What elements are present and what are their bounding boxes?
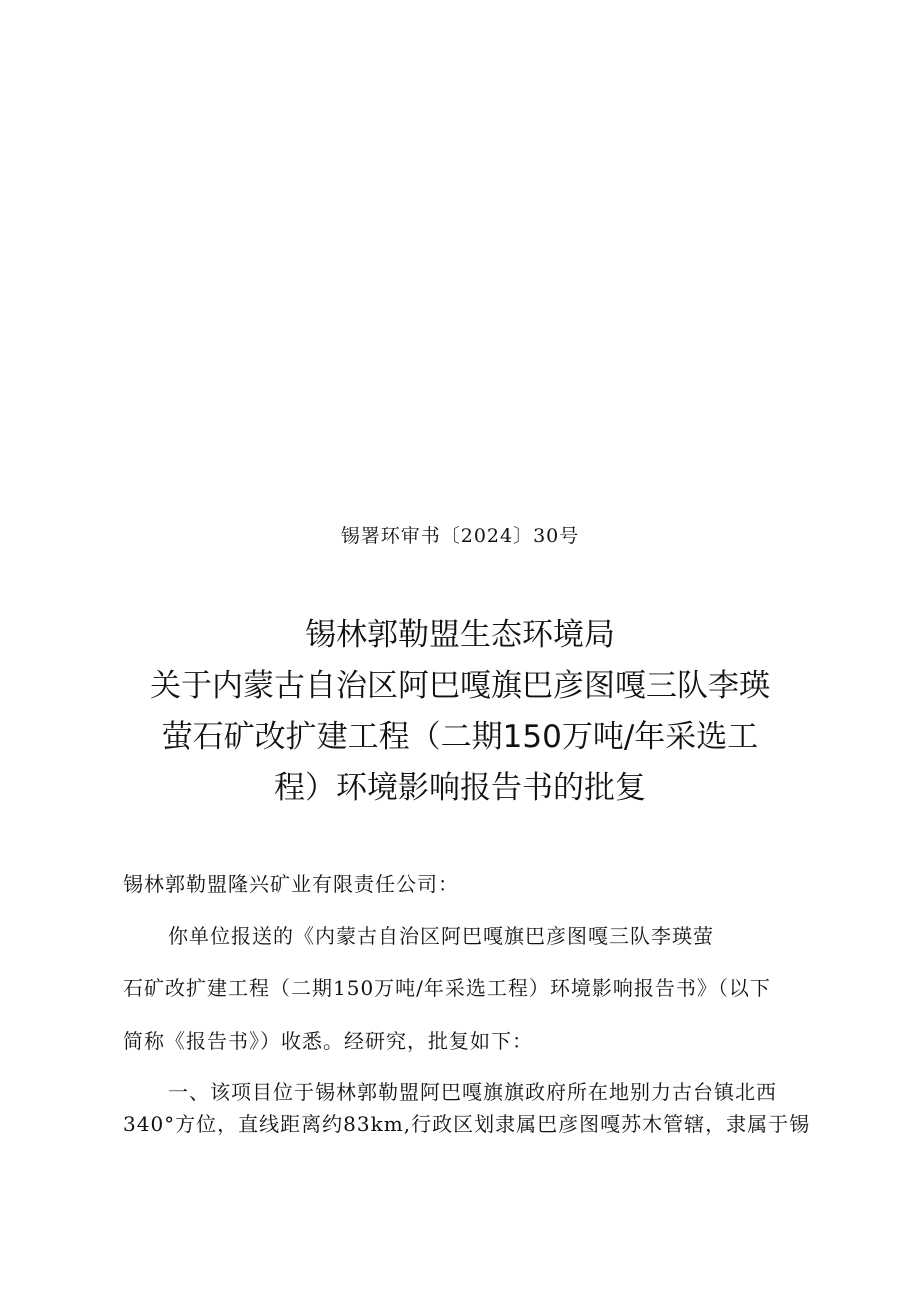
paragraph-line: 一、该项目位于锡林郭勒盟阿巴嘎旗旗政府所在地别力古台镇北西 xyxy=(168,1080,777,1104)
paragraph-line: 你单位报送的《内蒙古自治区阿巴嘎旗巴彦图嘎三队李瑛萤 xyxy=(168,924,714,948)
document-number: 锡署环审书〔2024〕30号 xyxy=(340,525,580,547)
document-title xyxy=(60,610,860,814)
addressee: 锡林郭勒盟隆兴矿业有限责任公司： xyxy=(123,872,459,896)
title-line: 程）环境影响报告书的批复 xyxy=(274,770,646,806)
title-line: 关于内蒙古自治区阿巴嘎旗巴彦图嘎三队李瑛 xyxy=(150,668,770,704)
title-line: 萤石矿改扩建工程（二期150万吨/年采选工 xyxy=(161,719,759,755)
title-line: 锡林郭勒盟生态环境局 xyxy=(305,617,615,653)
paragraph-line: 340°方位，直线距离约83km,行政区划隶属巴彦图嘎苏木管辖，隶属于锡 xyxy=(123,1112,811,1136)
paragraph-line: 简称《报告书》）收悉。经研究，批复如下： xyxy=(123,1029,533,1053)
paragraph-line: 石矿改扩建工程（二期150万吨/年采选工程）环境影响报告书》（以下 xyxy=(123,976,771,1000)
